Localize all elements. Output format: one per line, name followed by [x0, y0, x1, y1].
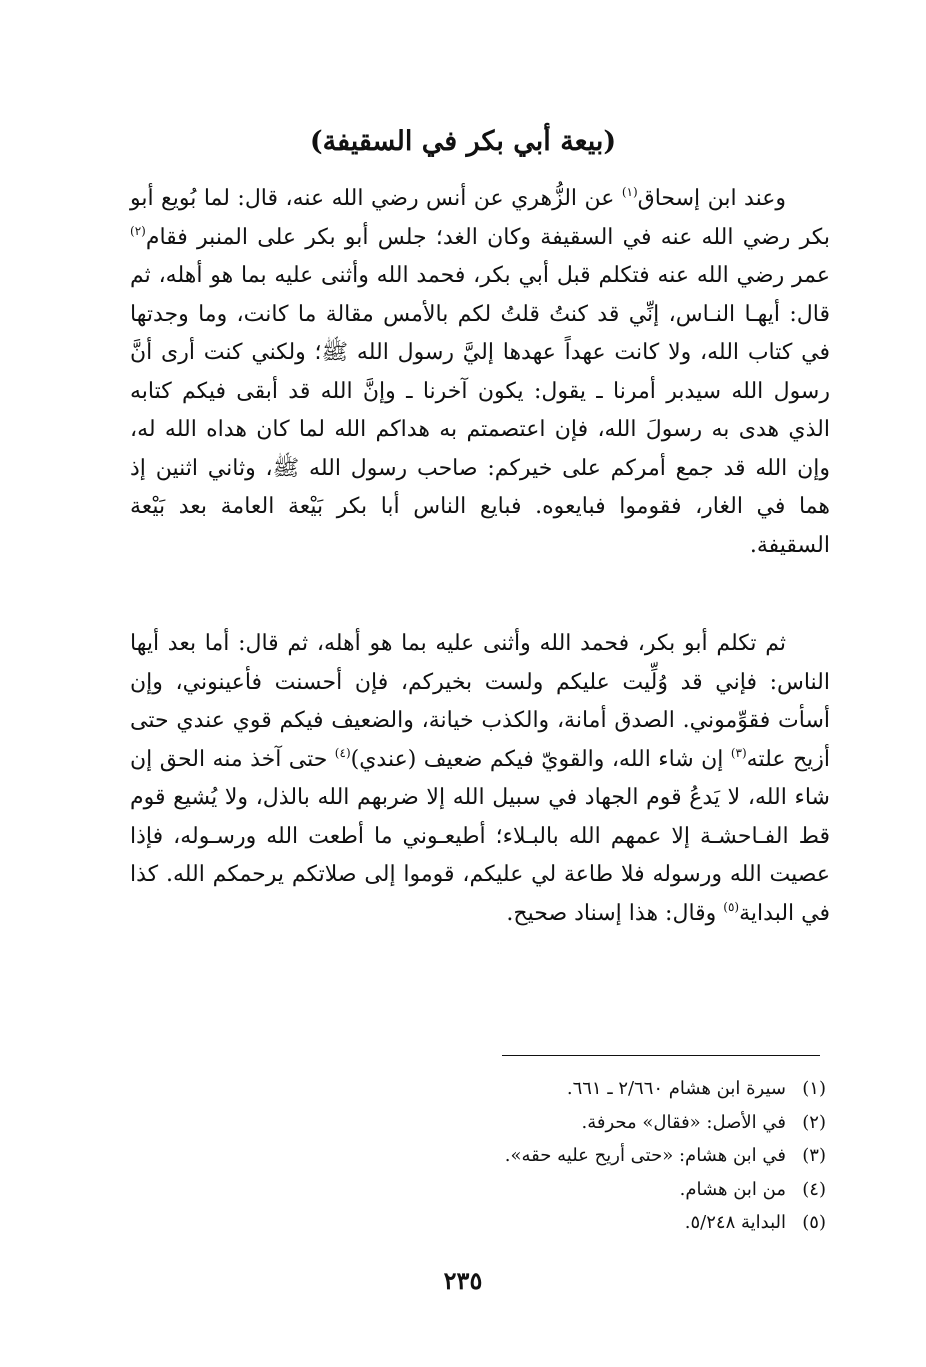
paragraph-1-text: [130, 180, 830, 565]
paragraph-abu-bakr-pledge: [130, 180, 830, 565]
footnote-number: (٥): [802, 1212, 826, 1233]
footnote-ref-2[interactable]: (٢): [130, 223, 146, 238]
paragraph-2-part-3: حتى آخذ منه الحق إن شاء الله، لا يَدعُ قوم الجهاد في سبيل الله إلا ضربهم الله بالذل، ولا يُشيع قوم قط الفـاحشـة إلا عمهم الله بالبـلاء؛ أطيعـوني ما أطعت الله ورسـوله، فإذا عصيت الله ورسوله فلا طاعة لي عليكم، قوموا إلى صلاتكم يرحمكم الله. كذا في البداية: [130, 746, 830, 926]
footnotes-list: [200, 1072, 826, 1240]
paragraph-1-part-1: وعند ابن إسحاق: [637, 186, 786, 211]
footnote-text: في الأصل: «فقال» محرفة.: [581, 1111, 786, 1133]
footnote-text: البداية ٥/٢٤٨.: [684, 1212, 786, 1233]
footnote-number: (٣): [802, 1145, 826, 1166]
paragraph-2-part-1: ثم تكلم أبو بكر، فحمد الله وأثنى عليه بما هو أهله، ثم قال: أما بعد أيها الناس: فإني قد وُلِّيت عليكم ولست بخيركم، فإن أحسنت فأعينوني، وإن أسأت فقوِّموني. الصدق أمانة، والكذب خيانة، والضعيف فيكم قوي عندي حتى أزيح علته: [130, 631, 831, 772]
paragraph-1-part-2: عن الزُّهري عن أنس رضي الله عنه، قال: لما بُويع أبو بكر رضي الله عنه في السقيفة وكان الغد؛ جلس أبو بكر على المنبر فقام: [130, 186, 830, 250]
footnote-ref-4[interactable]: (٤): [334, 745, 351, 760]
footnote-item: [200, 1106, 826, 1140]
footnote-ref-1[interactable]: (١): [621, 185, 638, 199]
footnote-divider: [502, 1055, 820, 1056]
footnote-ref-5[interactable]: (٥): [723, 899, 740, 914]
footnote-text: من ابن هشام.: [679, 1178, 786, 1200]
paragraph-2-part-2: إن شاء الله، والقويّ فيكم ضعيف (عندي): [350, 746, 731, 772]
footnote-item: [200, 1072, 826, 1106]
footnote-item: [200, 1139, 826, 1173]
footnote-item: [200, 1173, 826, 1207]
footnote-ref-3[interactable]: (٣): [730, 745, 747, 760]
paragraph-abu-bakr-speech: [130, 625, 830, 933]
footnote-number: (٢): [802, 1111, 826, 1133]
paragraph-2-part-4: وقال: هذا إسناد صحيح.: [506, 900, 724, 926]
footnote-item: [200, 1206, 826, 1240]
footnote-number: (٤): [802, 1178, 826, 1200]
section-heading: (بيعة أبي بكر في السقيفة): [309, 126, 617, 157]
page-number: ٢٣٥: [443, 1266, 483, 1295]
footnote-text: في ابن هشام: «حتى أريح عليه حقه».: [504, 1145, 786, 1166]
footnote-text: سيرة ابن هشام ٢/٦٦٠ ـ ٦٦١.: [566, 1078, 786, 1099]
paragraph-1-part-3: عمر رضي الله عنه فتكلم قبل أبي بكر، فحمد الله وأثنى عليه بما هو أهله، ثم قال: أيهـا النـاس، إنِّي قد كنتُ قلتُ لكم بالأمس مقالة ما كانت، وما وجدتها في كتاب الله، ولا كانت عهداً عهدها إليَّ رسول الله ﷺ؛ ولكني كنت أرى أنَّ رسول الله سيدبر أمرنا ـ يقول: يكون آخرنا ـ وإنَّ الله قد أبقى فيكم كتابه الذي هدى به رسولَ الله، فإن اعتصمتم به هداكم الله لما كان هداه الله له، وإن الله قد جمع أمركم على خيركم: صاحب رسول الله ﷺ، وثاني اثنين إذ هما في الغار، فقوموا فبايعوه. فبايع الناس أبا بكر بَيْعة العامة بعد بَيْعة السقيفة.: [130, 263, 830, 558]
paragraph-2-text: [130, 625, 830, 933]
footnote-number: (١): [802, 1078, 826, 1099]
